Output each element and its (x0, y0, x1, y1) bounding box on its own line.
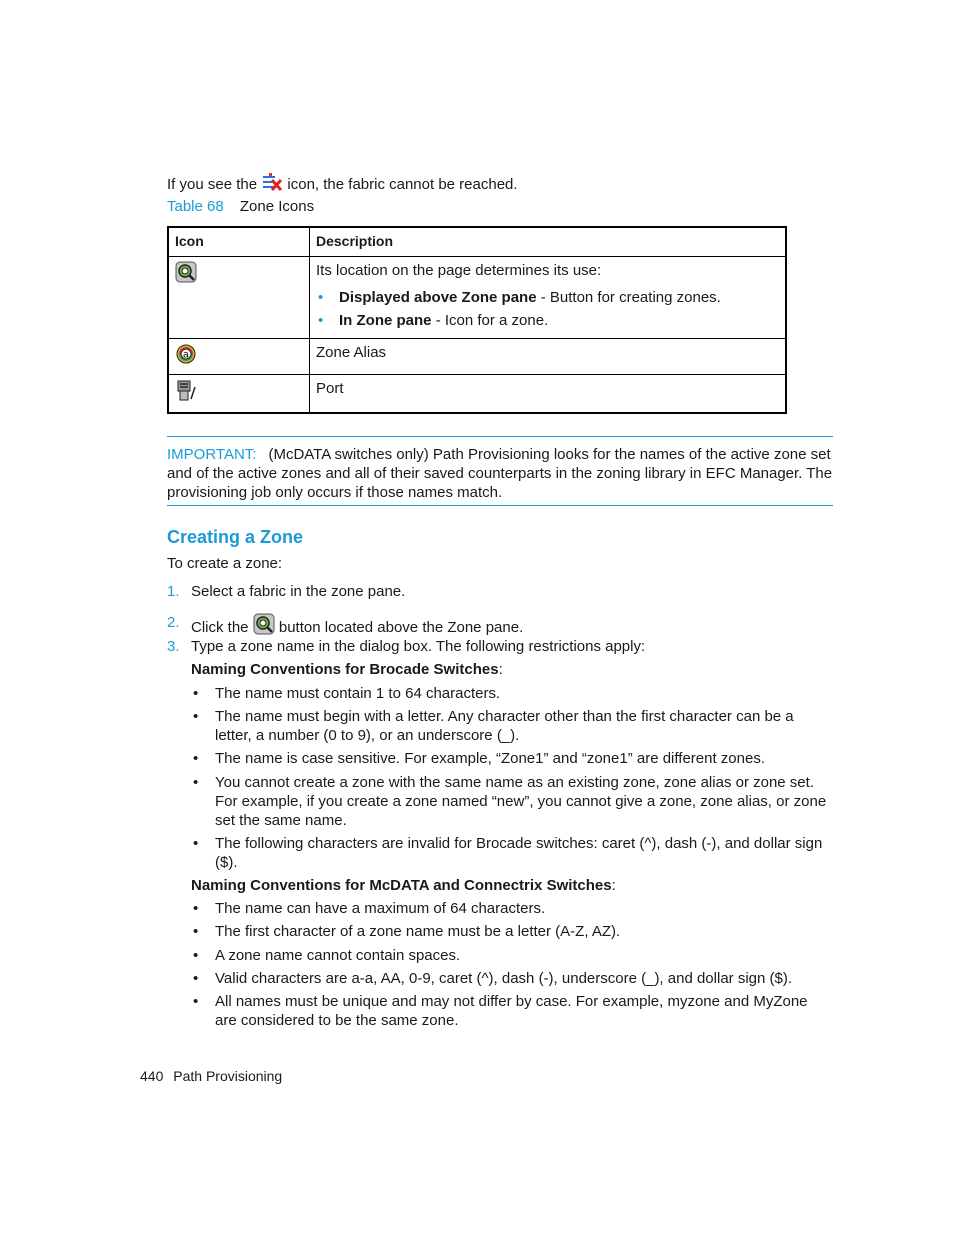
mcdata-list (191, 899, 833, 1030)
section-title: Creating a Zone (167, 527, 304, 547)
svg-text:a: a (182, 349, 190, 361)
important-bottom-rule (167, 505, 833, 506)
description-bullets (316, 288, 779, 330)
header-icon: Icon (168, 227, 310, 257)
icon-cell (168, 339, 310, 375)
list-item: • The name must contain 1 to 64 characters. (191, 684, 833, 703)
intro-after: icon, the fabric cannot be reached. (287, 176, 518, 193)
list-item: • The name can have a maximum of 64 characters. (191, 899, 833, 918)
step-number: 2. (167, 614, 180, 631)
header-description: Description (310, 227, 787, 257)
list-item (316, 311, 779, 330)
zone-icon (175, 270, 197, 287)
table-caption-label: Table 68 (167, 198, 224, 215)
table-row (168, 375, 786, 414)
step-text: Type a zone name in the dialog box. The following restrictions apply: (191, 638, 646, 655)
table-header-row (168, 227, 786, 257)
description-cell: Port (310, 375, 787, 414)
icon-cell (168, 375, 310, 414)
list-item: • A zone name cannot contain spaces. (191, 946, 833, 965)
list-item: • The first character of a zone name must be a letter (A-Z, AZ). (191, 922, 833, 941)
fabric-unreachable-icon (261, 172, 283, 197)
step-text-after: button located above the Zone pane. (278, 619, 524, 636)
steps-list (167, 613, 833, 640)
create-zone-button-icon (253, 613, 275, 640)
step-item (167, 582, 833, 601)
description-cell: Zone Alias (310, 339, 787, 375)
step-text: Select a fabric in the zone pane. (191, 583, 406, 600)
bullet-rest: - Button for creating zones. (536, 289, 721, 306)
bullet-bold: Displayed above Zone pane (339, 289, 537, 306)
step-item (167, 613, 833, 640)
page-footer (140, 1067, 282, 1086)
bullet-bold: In Zone pane (339, 312, 432, 329)
list-item: • All names must be unique and may not differ by case. For example, myzone and MyZone are considered to be the same zone. (191, 992, 833, 1030)
table-row (168, 339, 786, 375)
zone-icons-table (167, 226, 787, 414)
table-caption-title: Zone Icons (239, 198, 315, 215)
port-icon (175, 390, 197, 407)
important-text: (McDATA switches only) Path Provisioning looks for the names of the active zone set and of the active zones and all of their saved counterparts in the zoning library in EFC Manager. The provisioning job only occurs if those names match. (167, 446, 833, 501)
description-text: Its location on the page determines its use: (316, 262, 602, 279)
step-text-before: Click the (191, 619, 249, 636)
list-item (316, 288, 779, 307)
zone-alias-icon (175, 349, 197, 369)
page-number: 440 (140, 1068, 164, 1084)
mcdata-heading-text: Naming Conventions for McDATA and Connectrix Switches (191, 877, 612, 894)
brocade-heading-text: Naming Conventions for Brocade Switches (191, 661, 499, 678)
section-intro: To create a zone: (167, 555, 283, 572)
step-item (167, 637, 833, 656)
list-item: • The following characters are invalid for Brocade switches: caret (^), dash (-), and dollar sign ($). (191, 834, 833, 872)
list-item: • Valid characters are a-a, AA, 0-9, caret (^), dash (-), underscore (_), and dollar sign ($). (191, 969, 833, 988)
steps-list (167, 637, 833, 656)
steps-list (167, 582, 833, 601)
brocade-list (191, 684, 833, 872)
important-note (167, 445, 833, 502)
table-row (168, 257, 786, 339)
icon-cell (168, 257, 310, 339)
intro-line (167, 172, 518, 197)
footer-section: Path Provisioning (173, 1068, 283, 1084)
list-item: • The name is case sensitive. For example, “Zone1” and “zone1” are different zones. (191, 749, 833, 768)
intro-before: If you see the (167, 176, 258, 193)
table-caption (167, 197, 314, 216)
list-item: • The name must begin with a letter. Any character other than the first character can be a letter, a number (0 to 9), or an underscore (_). (191, 707, 833, 745)
step-number: 1. (167, 583, 180, 600)
description-cell (310, 257, 787, 339)
mcdata-heading: Naming Conventions for McDATA and Connectrix Switches: (191, 877, 616, 894)
important-top-rule (167, 436, 833, 437)
important-label: IMPORTANT: (167, 446, 257, 463)
list-item: • You cannot create a zone with the same name as an existing zone, zone alias or zone set. For example, if you create a zone named “new”, you cannot give a zone, zone alias, or zone set the same name. (191, 773, 833, 830)
step-number: 3. (167, 638, 180, 655)
brocade-heading: Naming Conventions for Brocade Switches: (191, 661, 503, 678)
bullet-rest: - Icon for a zone. (431, 312, 549, 329)
